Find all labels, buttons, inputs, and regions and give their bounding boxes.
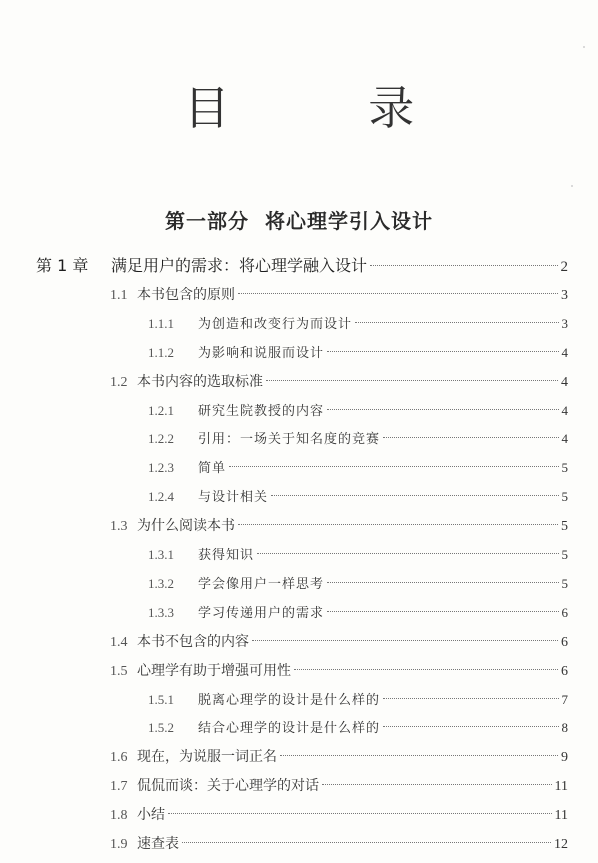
toc-entry-subsection (148, 570, 568, 598)
toc-entry-number: 1.6 (110, 750, 128, 766)
toc-entry-chapter (36, 252, 568, 280)
toc-entry-section (110, 657, 568, 685)
toc-entry-number: 1.9 (110, 837, 128, 852)
dot-leader (327, 409, 558, 410)
dot-leader (383, 437, 558, 438)
toc-entry-subsection (148, 599, 568, 627)
toc-entry-title: 引用：一场关于知名度的竞赛 (198, 432, 381, 448)
toc-entry-number: 1.8 (110, 808, 128, 824)
toc-entry-number: 1.2.4 (148, 489, 174, 505)
dot-leader (370, 265, 557, 266)
part-heading (0, 205, 598, 234)
dot-leader (257, 553, 558, 554)
part-number: 第一部分 (165, 209, 249, 233)
toc-entry-title: 为创造和改变行为而设计 (198, 316, 353, 332)
toc-entry-page: 8 (561, 720, 568, 736)
toc-entry-subsection (148, 397, 568, 425)
toc-entry-title: 脱离心理学的设计是什么样的 (198, 692, 381, 708)
dot-leader (238, 524, 558, 525)
toc-entry-page: 5 (561, 547, 568, 562)
toc-entry-page: 4 (561, 344, 568, 360)
toc-entry-title: 心理学有助于增强可用性 (137, 662, 291, 679)
toc-entry-number: 1.5.1 (148, 691, 174, 707)
toc-entry-number: 1.5.2 (148, 720, 174, 736)
toc-entry-subsection (148, 310, 568, 338)
toc-entry-title: 侃侃而谈：关于心理学的对话 (137, 778, 319, 795)
toc-entry-title: 速查表 (137, 836, 179, 852)
toc-entry-title: 与设计相关 (198, 490, 269, 506)
toc-entry-page: 4 (561, 431, 568, 447)
toc-entry-number: 1.7 (110, 779, 128, 795)
toc-entry-subsection (148, 686, 568, 714)
toc-entry-number: 1.3.2 (148, 575, 174, 591)
toc-entry-section (110, 830, 568, 858)
toc-entry-subsection (148, 541, 568, 569)
paper-speck (571, 185, 573, 187)
toc-entry-page: 4 (561, 374, 568, 390)
toc-entry-section (110, 801, 568, 829)
toc-entry-number: 1.3.3 (148, 604, 174, 620)
toc-entry-number: 1.1 (110, 287, 128, 303)
toc-entry-page: 5 (561, 489, 568, 505)
paper-speck (583, 46, 585, 48)
toc-entry-section (110, 281, 568, 309)
toc-entry-number: 1.2.1 (148, 402, 174, 418)
dot-leader (327, 582, 558, 583)
toc-entry-number: 1.1.2 (148, 344, 174, 360)
toc-entry-section (110, 772, 568, 800)
toc-entry-page: 6 (561, 604, 568, 620)
toc-entry-page: 3 (561, 287, 568, 303)
toc-entry-title: 获得知识 (198, 548, 255, 563)
dot-leader (182, 842, 551, 843)
toc-entry-title: 研究生院教授的内容 (198, 403, 325, 419)
toc-entry-number: 1.2 (110, 374, 128, 390)
toc-entry-number: 1.1.1 (148, 315, 174, 331)
toc-entry-title: 本书内容的选取标准 (137, 373, 263, 390)
toc-entry-page: 6 (561, 634, 568, 650)
toc-entry-subsection (148, 425, 568, 453)
toc-entry-number: 第 1 章 (36, 256, 89, 275)
dot-leader (252, 640, 558, 641)
toc-entry-title: 小结 (137, 807, 165, 824)
toc-entry-page: 3 (561, 315, 568, 331)
toc-entry-number: 1.4 (110, 634, 128, 650)
toc-entry-number: 1.2.3 (148, 460, 174, 476)
toc-entry-title: 满足用户的需求：将心理学融入设计 (111, 256, 368, 275)
toc-entry-title: 本书包含的原则 (137, 286, 235, 303)
toc-entry-page: 2 (560, 259, 568, 275)
toc-entry-page: 5 (561, 575, 568, 591)
page-title: 目 录 (183, 81, 477, 135)
toc-entry-section (110, 743, 568, 771)
toc-entry-page: 9 (561, 750, 568, 766)
toc-entry-section (110, 368, 568, 396)
toc-entry-subsection (148, 483, 568, 511)
part-title: 将心理学引入设计 (265, 209, 433, 233)
toc-entry-page: 6 (561, 663, 568, 679)
toc-entry-page: 11 (554, 779, 568, 795)
toc-entry-page: 7 (561, 691, 568, 707)
dot-leader (327, 611, 558, 612)
dot-leader (229, 466, 558, 467)
toc-entry-title: 为什么阅读本书 (137, 518, 235, 535)
toc-entry-page: 5 (561, 519, 568, 535)
toc-entry-page: 4 (561, 402, 568, 418)
dot-leader (271, 495, 558, 496)
dot-leader (238, 293, 558, 294)
dot-leader (322, 784, 552, 785)
dot-leader (355, 322, 558, 323)
toc-entry-subsection (148, 454, 568, 482)
dot-leader (327, 351, 558, 352)
toc-entry-title: 简单 (198, 461, 227, 477)
toc-entry-title: 为影响和说服而设计 (198, 345, 325, 361)
toc-entry-title: 结合心理学的设计是什么样的 (198, 721, 381, 737)
toc-entry-page: 12 (554, 837, 568, 852)
toc-entry-subsection (148, 339, 568, 367)
dot-leader (168, 813, 552, 814)
toc-entry-title: 现在，为说服一词正名 (137, 749, 277, 766)
dot-leader (383, 698, 558, 699)
toc-entry-title: 学会像用户一样思考 (198, 576, 325, 592)
toc-entry-subsection (148, 714, 568, 742)
toc-entry-number: 1.3 (110, 519, 128, 535)
toc-entry-number: 1.3.1 (148, 547, 174, 562)
toc-entry-title: 本书不包含的内容 (137, 633, 249, 650)
dot-leader (383, 726, 558, 727)
toc-entry-number: 1.2.2 (148, 431, 174, 447)
toc-entry-number: 1.5 (110, 663, 128, 679)
toc-entry-section (110, 512, 568, 540)
toc-entry-section (110, 628, 568, 656)
dot-leader (294, 669, 558, 670)
toc-entry-page: 5 (561, 460, 568, 476)
dot-leader (280, 755, 558, 756)
dot-leader (266, 380, 558, 381)
toc-entry-title: 学习传递用户的需求 (198, 605, 325, 621)
toc-entry-page: 11 (554, 808, 568, 824)
